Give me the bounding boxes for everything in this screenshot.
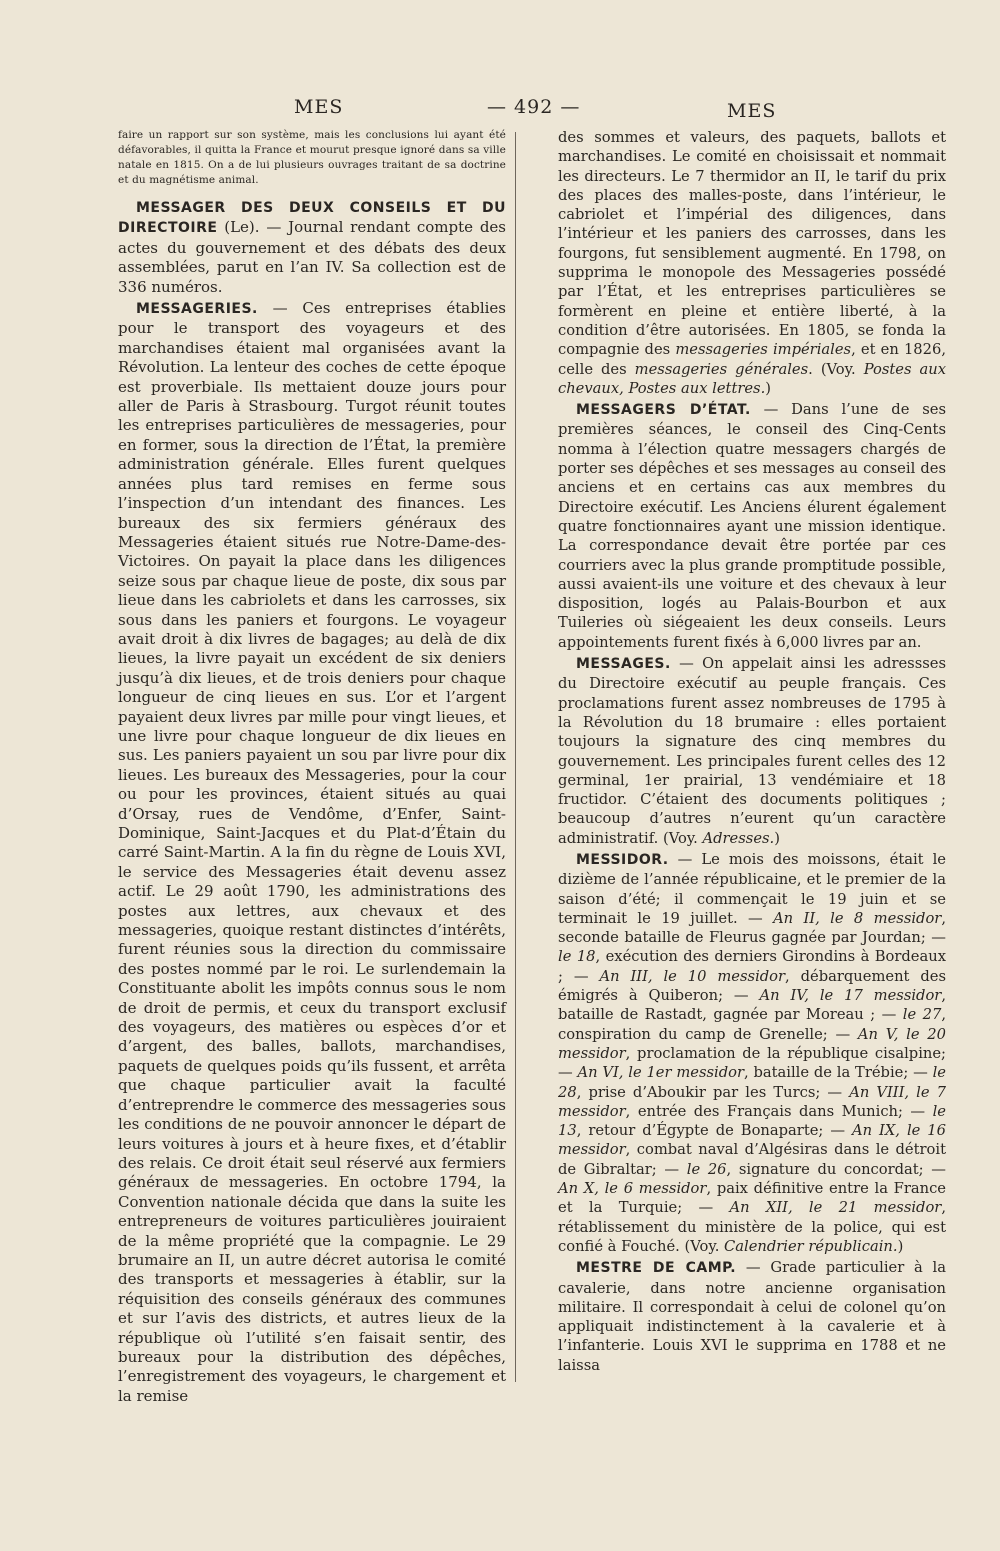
running-head-left: MES [294,96,344,118]
entry-text: des sommes et valeurs, des paquets, ballots et marchandises. Le comité en choisissait et nommait les directeurs. Le 7 thermidor an II, le tarif du prix des places des malles-poste, dans l’intérieur, le cabriolet et l’impérial des diligences, dans l’intérieur et les paniers des carrosses, dans les fourgons, fut sensiblement augmenté. En 1798, on supprima le monopole des Messageries possédé par l’État, et les entreprises particulières se formèrent en pleine et entière liberté, à la condition d’être autorisées. En 1805, se fonda la compagnie des [558,129,946,359]
entry-text: , seconde bataille de Fleurus gagnée par Jourdan; — [558,909,946,947]
headword: MESSAGER DES DEUX CONSEILS ET DU DIRECTOIRE [118,200,506,237]
entry-text: — Ces entreprises établies pour le transport des voyageurs et des marchandises étaient mal organisées avant la Révolution. La lenteur des coches de cette époque est proverbiale. Ils mettaient douze jours pour aller de Paris à Strasbourg. Turgot réunit toutes les entreprises particulières de messageries, pour en former, sous la direction de l’État, la première administration générale. Elles furent quelques années plus tard remises en ferme sous l’inspection d’un intendant des finances. Les bureaux des six fermiers généraux des Messageries étaient situés rue Notre-Dame-des-Victoires. On payait la place dans les diligences seize sous par chaque lieue de poste, dix sous par lieue dans les cabriolets et dans les carrosses, six sous dans les paniers et fourgons. Le voyageur avait droit à dix livres de bagages; au delà de dix lieues, la livre payait un excédent de six deniers jusqu’à dix lieues, et de trois deniers pour chaque longueur de cinq lieues en sus. L’or et l’argent payaient deux livres par mille pour vingt lieues, et une livre pour chaque longueur de dix lieues en sus. Les paniers payaient un sou par livre pour dix lieues. Les bureaux des Messageries, pour la cour ou pour les provinces, étaient situés au quai d’Orsay, rues de Vendôme, d’Enfer, Saint-Dominique, Saint-Jacques et du Plat-d’Étain du carré Saint-Martin. A la fin du règne de Louis XVI, le service des Messageries était devenu assez actif. Le 29 août 1790, les administrations des postes aux lettres, aux chevaux et des messageries, quoique restant distinctes d’intérêts, furent réunies sous la direction du commissaire des postes nommé par le roi. Le surlendemain la Constituante abolit les impôts connus sous le nom de droit de permis, et ceux du transport exclusif des voyageurs, des matières ou espèces d’or et d’argent, des balles, ballots, marchandises, paquets de quelques poids qu’ils fussent, et arrêta que chaque particulier avait la faculté d’entreprendre le commerce des messageries sous les conditions de ne pouvoir annoncer le départ de leurs voitures à jours et à heure fixes, et d’établir des relais. Ce droit était seul réservé aux fermiers généraux de messageries. En octobre 1794, la Convention nationale décida que dans la suite les entrepreneurs de voitures particulières jouiraient de la même propriété que la compagnie. Le 29 brumaire an II, un autre décret autorisa le comité des transports et messageries à établir, sur la réquisition des conseils généraux des communes et sur l’avis des districts, et autres lieux de la république où l’utilité s’en faisait sentir, des bureaux pour la distribution des dépêches, l’enregistrement des voyageurs, le chargement et la remise [118,299,506,1405]
date-ref: An III, le 10 messidor [599,967,786,985]
entry-messagers-d-etat [558,400,946,652]
entry-messageries-continued [558,128,946,398]
page-number: — 492 — [487,96,581,118]
date-ref: le 26 [686,1160,727,1178]
left-column [118,128,506,1406]
date-ref: An V, le 20 messidor [558,1025,946,1062]
date-ref: An IX, le 16 messidor [558,1122,946,1159]
entry-text: — Grade particulier à la cavalerie, dans notre ancienne organisation militaire. Il correspondait à celui de colonel qu’on appliquait indistinctement à la cavalerie et à l’infanterie. Louis XVI le supprima en 1788 et ne laissa [558,1259,946,1374]
entry-messager-des-deux-conseils [118,198,506,297]
date-ref: An VIII, le 7 messidor [558,1083,947,1120]
intro-paragraph: faire un rapport sur son système, mais les conclusions lui ayant été défavorables, il quitta la France et mourut presque ignoré dans sa ville natale en 1815. On a de lui plusieurs ouvrages traitant de sa doctrine et du magnétisme animal. [118,129,506,186]
entry-text: — Dans l’une de ses premières séances, le conseil des Cinq-Cents nomma à l’élection quatre messagers chargés de porter ses dépêches et ses messages au conseil des anciens et en certains cas aux membres du Directoire exécutif. Les Anciens élurent également quatre fonctionnaires ayant une mission identique. La correspondance devait être portée par ces courriers avec la plus grande promptitude possible, aussi avaient-ils une voiture et des chevaux à leur disposition, logés au Palais-Bourbon et aux Tuileries où siégeaient les deux conseils. Leurs appointements furent fixés à 6,000 livres par an. [558,401,946,651]
entry-messidor [558,850,946,1256]
cross-reference: Calendrier républicain. [724,1237,898,1255]
entry-text: , combat naval d’Algésiras dans le détroit de Gibraltar; — [558,1141,946,1178]
entry-text: — Journal rendant compte des actes du gouvernement et des débats des deux assemblées, parut en l’an IV. Sa collection est de 336 numéros. [118,218,506,296]
entry-text: , signature du concordat; — [726,1160,946,1178]
cross-reference: Adresses. [702,829,775,847]
headword: MESTRE DE CAMP. [576,1260,737,1277]
date-ref: le 27 [902,1006,942,1024]
headword: MESSAGERS D’ÉTAT. [576,402,751,419]
italic-term: messageries générales [634,360,809,378]
entry-text: , rétablissement du ministère de la police, qui est confié à Fouché. (Voy. [558,1199,946,1255]
column-divider [515,132,516,1382]
entry-text: — Le mois des moissons, était le dizième de l’année républicaine, et le premier de la saison d’été; il commençait le 19 juin et se terminait le 19 juillet. — [558,850,946,927]
date-ref: An IV, le 17 messidor [759,987,942,1005]
running-head-right: MES [727,100,777,122]
entry-text: , entrée des Français dans Munich; — [625,1102,933,1120]
right-column [558,128,946,1375]
date-ref: le 18 [558,948,596,966]
date-ref: An VI, le 1er messidor [577,1064,744,1082]
italic-term: messageries impériales [675,341,852,359]
date-ref: An II, le 8 messidor [773,909,942,927]
entry-text: ) [774,829,780,847]
headword-suffix: (Le). [217,218,260,237]
entry-text: , exécution des derniers Girondins à Bordeaux ; — [558,948,947,985]
date-ref: An X, le 6 messidor [558,1180,707,1198]
entry-text: ) [897,1237,904,1255]
headword: MESSIDOR. [576,851,669,868]
entry-messages [558,654,946,848]
headword: MESSAGES. [576,656,671,673]
date-ref: le 13 [558,1102,946,1140]
entry-text: , prise d’Aboukir par les Turcs; — [576,1083,850,1101]
entry-messageries [118,299,506,1406]
entry-text: — On appelait ainsi les adressses du Directoire exécutif au peuple français. Ces proclamations furent assez nombreuses de 1795 à la Révolution du 18 brumaire : elles portaient toujours la signature des cinq membres du gouvernement. Les principales furent celles des 12 germinal, 1er prairial, 13 vendémiaire et 18 fructidor. C’étaient des documents politiques ; beaucoup d’autres n’eurent qu’un caractère administratif. (Voy. [558,655,946,847]
date-ref: An XII, le 21 messidor [729,1199,942,1217]
entry-text: , retour d’Égypte de Bonaparte; — [576,1122,852,1140]
entry-text: . (Voy. [808,360,864,378]
entry-text: , bataille de Rastadt, gagnée par Moreau ; — [558,987,946,1024]
headword: MESSAGERIES. [136,301,258,318]
entry-text: ) [765,379,771,397]
cross-reference: Postes aux chevaux, Postes aux lettres. [558,360,946,397]
date-ref: le 28 [558,1064,946,1101]
entry-text: , proclamation de la république cisalpine; — [558,1044,946,1082]
running-head [112,96,952,126]
entry-mestre-de-camp [558,1258,946,1375]
entry-text: , conspiration du camp de Grenelle; — [558,1006,946,1043]
entry-text: , et en 1826, celle des [558,341,946,378]
entry-text: , paix définitive entre la France et la Turquie; — [558,1180,947,1217]
entry-text: , bataille de la Trébie; — [743,1064,933,1082]
entry-text: , débarquement des émigrés à Quiberon; — [558,967,946,1005]
